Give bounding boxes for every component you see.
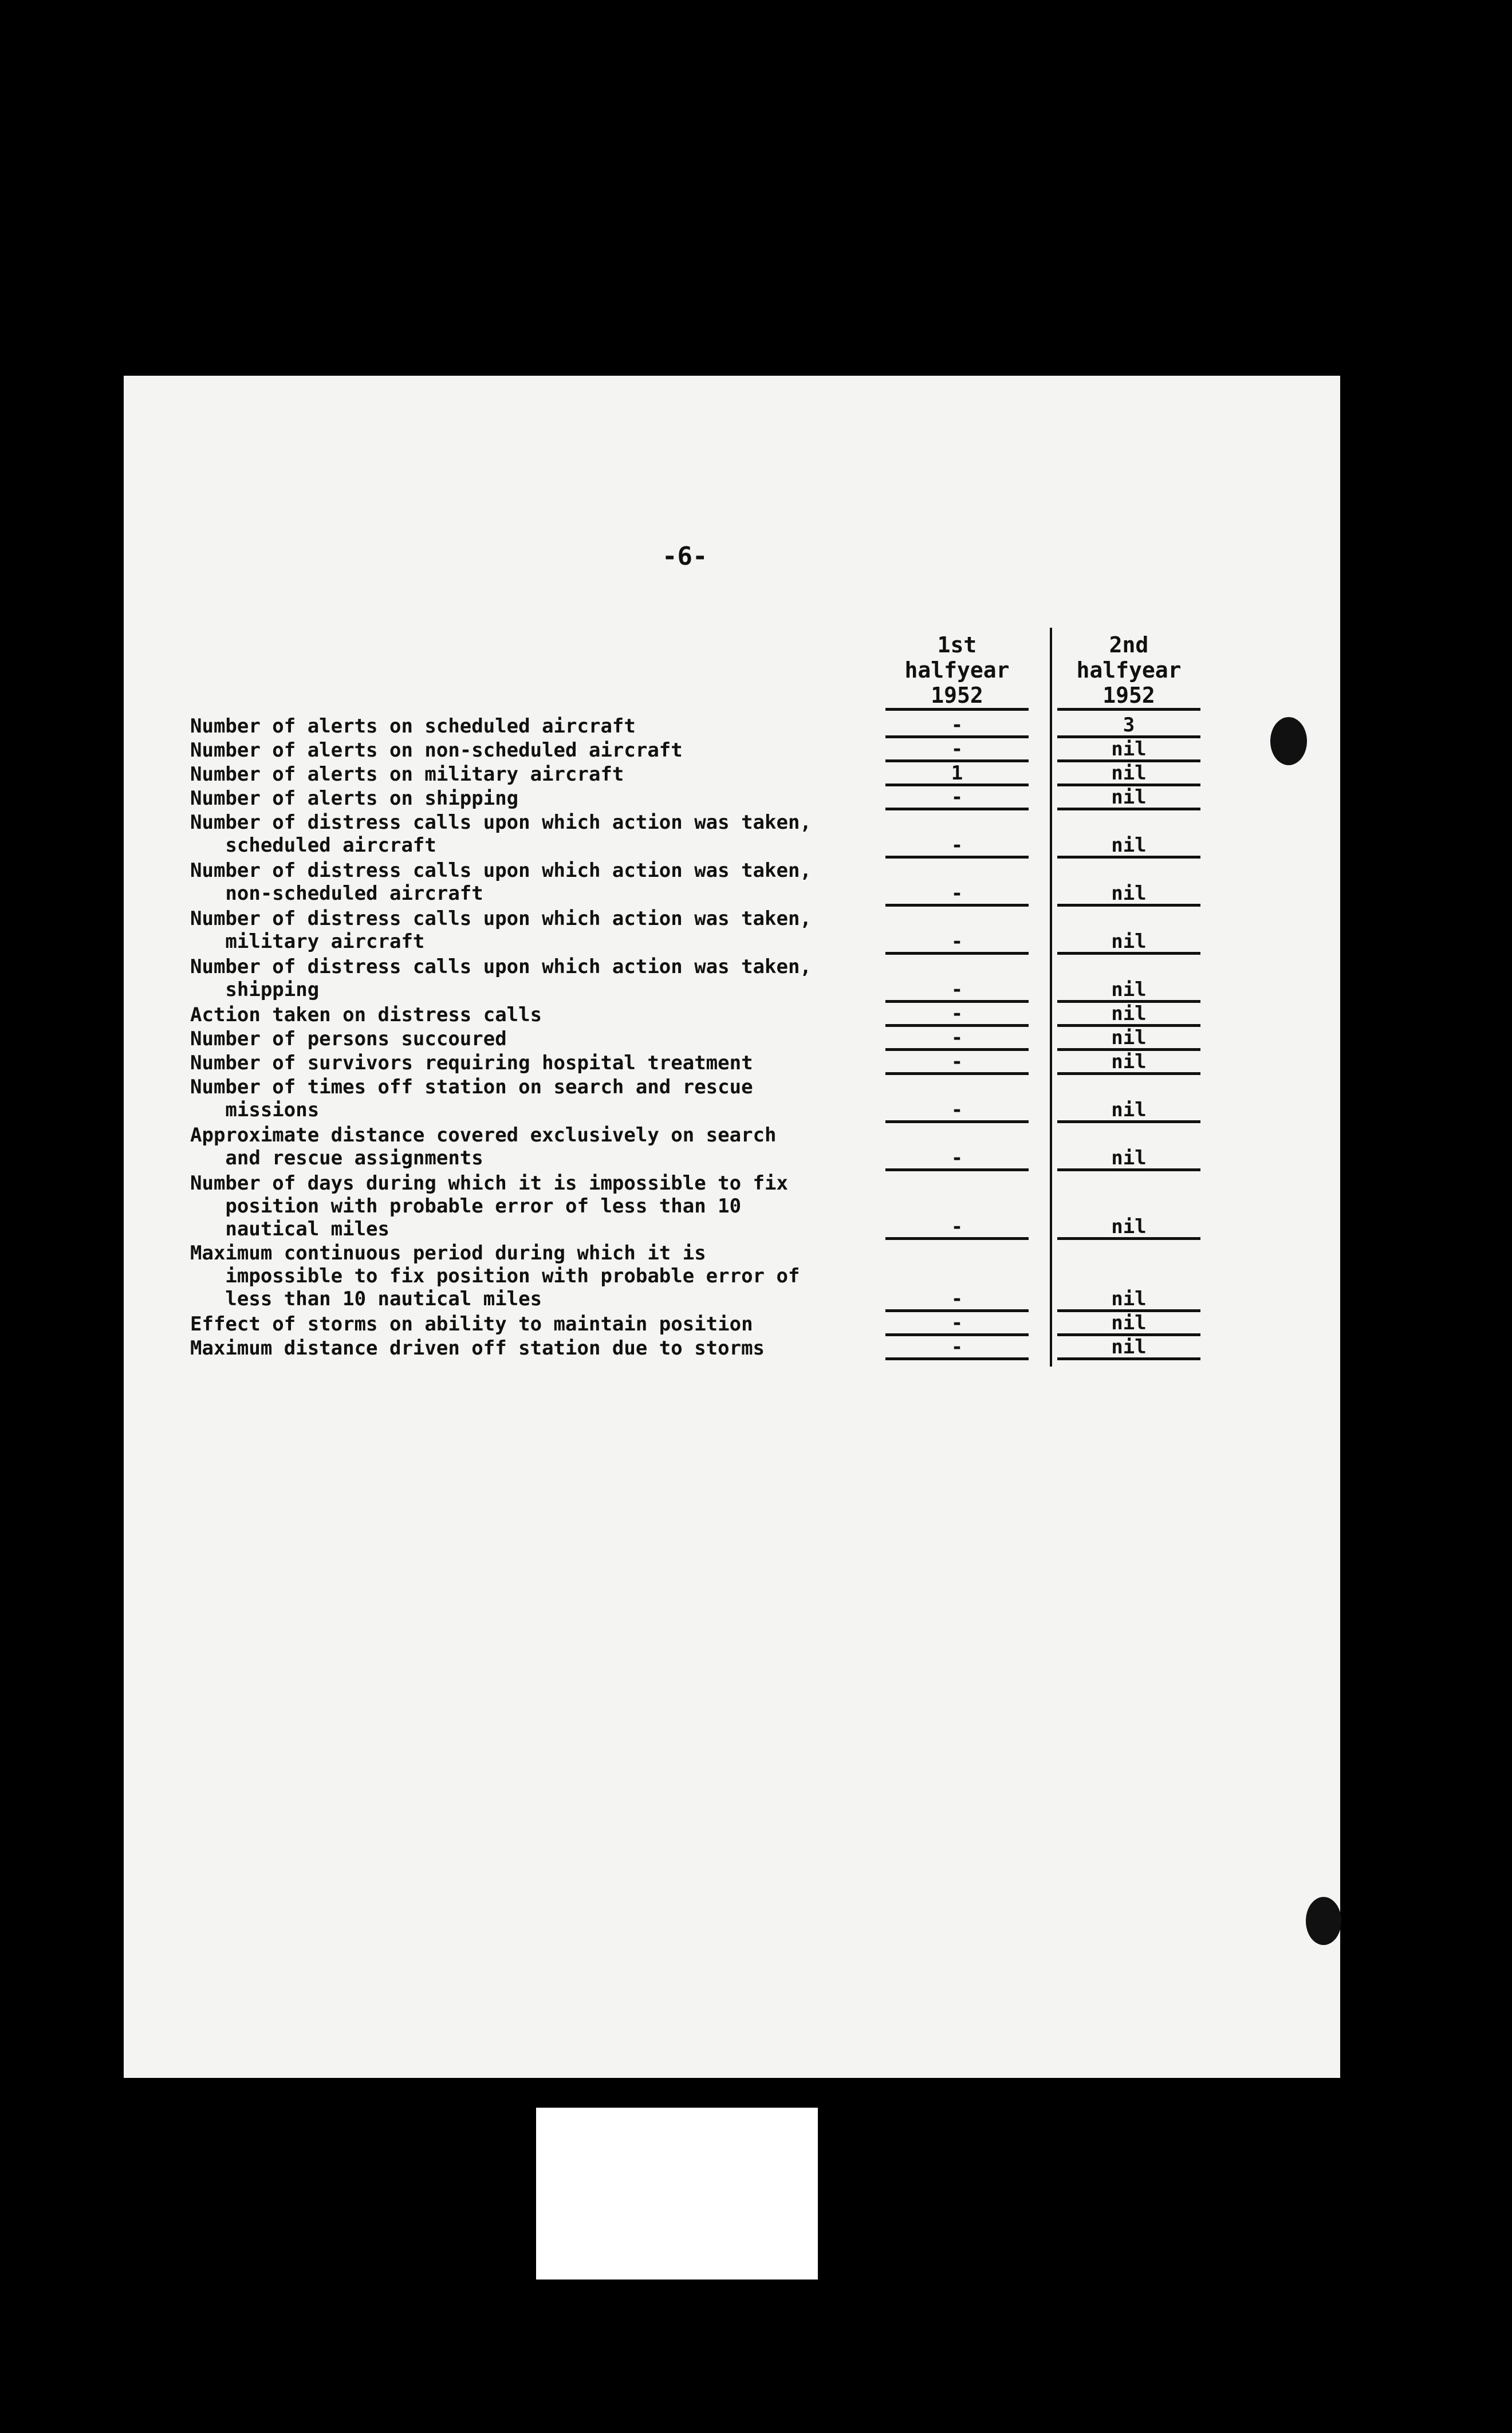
value-2nd-halfyear: nil (1057, 1216, 1200, 1240)
value-1st-halfyear: - (885, 1289, 1029, 1312)
value-2nd-halfyear: nil (1057, 1003, 1200, 1027)
column-header-2nd-halfyear (1052, 632, 1206, 711)
value-1st-halfyear: - (885, 1337, 1029, 1360)
value-1st-halfyear: - (885, 1027, 1029, 1051)
row-label: Maximum continuous period during which it is impossible to fix position with probable error of less than 10 nautical miles (190, 1242, 800, 1310)
value-2nd-halfyear: nil (1057, 1289, 1200, 1312)
value-1st-halfyear: - (885, 715, 1029, 738)
row-label: Number of distress calls upon which action was taken, non-scheduled aircraft (190, 859, 812, 905)
column-header-year: 1952 (885, 683, 1029, 711)
value-2nd-halfyear: 3 (1057, 715, 1200, 738)
row-label: Number of distress calls upon which action was taken, scheduled aircraft (190, 811, 812, 857)
column-divider (1050, 628, 1052, 1367)
value-1st-halfyear: - (885, 883, 1029, 907)
value-1st-halfyear: - (885, 979, 1029, 1003)
column-header-1st-halfyear (880, 632, 1034, 711)
row-label: Effect of storms on ability to maintain position (190, 1313, 753, 1336)
ink-blot (1270, 717, 1307, 765)
column-header-title: 1st halfyear (904, 632, 1010, 683)
page-number: -6- (662, 542, 708, 571)
value-2nd-halfyear: nil (1057, 1027, 1200, 1051)
value-2nd-halfyear: nil (1057, 1337, 1200, 1360)
row-label: Number of times off station on search and rescue missions (190, 1076, 753, 1121)
row-label: Number of distress calls upon which action was taken, shipping (190, 955, 812, 1001)
row-label: Maximum distance driven off station due to storms (190, 1337, 765, 1360)
row-label: Number of alerts on scheduled aircraft (190, 715, 636, 738)
row-label: Number of alerts on non-scheduled aircraft (190, 739, 683, 762)
value-1st-halfyear: - (885, 1003, 1029, 1027)
value-2nd-halfyear: nil (1057, 739, 1200, 762)
value-2nd-halfyear: nil (1057, 979, 1200, 1003)
value-1st-halfyear: - (885, 1100, 1029, 1123)
value-2nd-halfyear: nil (1057, 1148, 1200, 1171)
document-page (124, 376, 1340, 2078)
value-2nd-halfyear: nil (1057, 1052, 1200, 1075)
value-2nd-halfyear: nil (1057, 835, 1200, 859)
blank-label-card (536, 2108, 818, 2280)
row-label: Number of persons succoured (190, 1027, 507, 1050)
value-2nd-halfyear: nil (1057, 931, 1200, 955)
row-label: Number of distress calls upon which action was taken, military aircraft (190, 907, 812, 953)
row-label: Number of alerts on military aircraft (190, 763, 624, 786)
column-header-title: 2nd halfyear (1076, 632, 1182, 683)
value-2nd-halfyear: nil (1057, 1100, 1200, 1123)
row-label: Number of alerts on shipping (190, 787, 519, 810)
row-label: Action taken on distress calls (190, 1003, 542, 1026)
value-1st-halfyear: - (885, 931, 1029, 955)
ink-blot (1306, 1897, 1341, 1945)
value-1st-halfyear: 1 (885, 763, 1029, 786)
value-1st-halfyear: - (885, 787, 1029, 810)
value-2nd-halfyear: nil (1057, 1313, 1200, 1336)
value-1st-halfyear: - (885, 1052, 1029, 1075)
value-2nd-halfyear: nil (1057, 787, 1200, 810)
value-2nd-halfyear: nil (1057, 883, 1200, 907)
row-label: Number of survivors requiring hospital treatment (190, 1052, 753, 1074)
value-1st-halfyear: - (885, 835, 1029, 859)
value-1st-halfyear: - (885, 1148, 1029, 1171)
row-label: Number of days during which it is impossible to fix position with probable error of less than 10 nautical miles (190, 1172, 788, 1241)
column-header-year: 1952 (1057, 683, 1200, 711)
value-2nd-halfyear: nil (1057, 763, 1200, 786)
value-1st-halfyear: - (885, 1216, 1029, 1240)
value-1st-halfyear: - (885, 739, 1029, 762)
value-1st-halfyear: - (885, 1313, 1029, 1336)
row-label: Approximate distance covered exclusively on search and rescue assignments (190, 1124, 777, 1170)
